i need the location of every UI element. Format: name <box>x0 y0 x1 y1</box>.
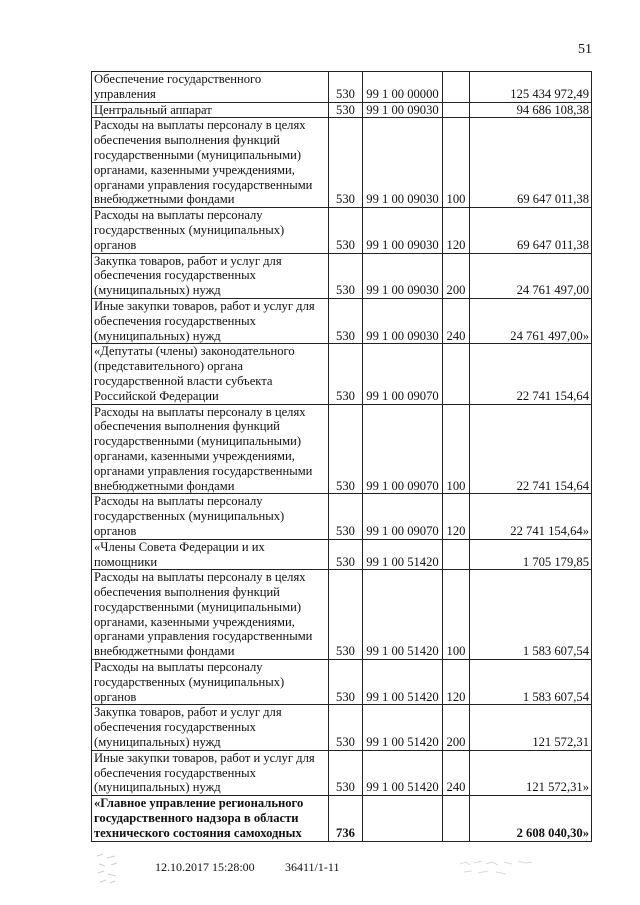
table-row <box>92 796 592 841</box>
row-name-cell: «Депутаты (члены) законодательного (представительного) органа государственной власти субъекта Российской Федерации <box>92 344 329 404</box>
row-name-cell: Иные закупки товаров, работ и услуг для обеспечения государственных (муниципальных) нужд <box>92 750 329 795</box>
row-ved-cell: 530 <box>329 494 363 539</box>
row-vr-cell <box>443 539 470 570</box>
table-row <box>92 404 592 494</box>
row-sum-cell: 22 741 154,64» <box>470 494 592 539</box>
row-vr-cell: 120 <box>443 660 470 705</box>
table-row <box>92 72 592 103</box>
row-ved-cell: 530 <box>329 705 363 750</box>
row-csr-cell: 99 1 00 51420 <box>363 660 443 705</box>
row-csr-cell: 99 1 00 09030 <box>363 298 443 343</box>
row-csr-cell: 99 1 00 09070 <box>363 494 443 539</box>
row-ved-cell: 736 <box>329 796 363 841</box>
row-sum-cell: 1 583 607,54 <box>470 660 592 705</box>
table-row <box>92 570 592 660</box>
row-vr-cell: 200 <box>443 705 470 750</box>
row-ved-cell: 530 <box>329 208 363 253</box>
row-vr-cell: 100 <box>443 404 470 494</box>
row-vr-cell: 120 <box>443 494 470 539</box>
row-sum-cell: 22 741 154,64 <box>470 404 592 494</box>
row-sum-cell: 22 741 154,64 <box>470 344 592 404</box>
table-row <box>92 298 592 343</box>
table-row <box>92 539 592 570</box>
row-sum-cell: 24 761 497,00» <box>470 298 592 343</box>
row-ved-cell: 530 <box>329 539 363 570</box>
row-ved-cell: 530 <box>329 660 363 705</box>
row-csr-cell: 99 1 00 09070 <box>363 344 443 404</box>
row-csr-cell: 99 1 00 51420 <box>363 570 443 660</box>
row-vr-cell: 120 <box>443 208 470 253</box>
row-sum-cell: 2 608 040,30» <box>470 796 592 841</box>
row-sum-cell: 125 434 972,49 <box>470 72 592 103</box>
row-vr-cell: 240 <box>443 750 470 795</box>
row-name-cell: Центральный аппарат <box>92 102 329 118</box>
row-ved-cell: 530 <box>329 344 363 404</box>
row-name-cell: «Члены Совета Федерации и их помощники <box>92 539 329 570</box>
row-name-cell: «Главное управление регионального государственного надзора в области технического состояния самоходных <box>92 796 329 841</box>
row-csr-cell: 99 1 00 00000 <box>363 72 443 103</box>
row-ved-cell: 530 <box>329 298 363 343</box>
footer-doc-code: 36411/1-11 <box>285 860 340 874</box>
row-csr-cell: 99 1 00 09030 <box>363 102 443 118</box>
row-name-cell: Расходы на выплаты персоналу государственных (муниципальных) органов <box>92 494 329 539</box>
row-csr-cell: 99 1 00 09030 <box>363 253 443 298</box>
row-csr-cell: 99 1 00 51420 <box>363 539 443 570</box>
row-vr-cell <box>443 344 470 404</box>
table-row <box>92 253 592 298</box>
row-csr-cell: 99 1 00 51420 <box>363 705 443 750</box>
row-name-cell: Расходы на выплаты персоналу в целях обеспечения выполнения функций государственными (муниципальными) органами, казенными учреждениями, органами управления государственными внебюджетными фондами <box>92 570 329 660</box>
row-name-cell: Расходы на выплаты персоналу государственных (муниципальных) органов <box>92 208 329 253</box>
table-row <box>92 118 592 208</box>
row-sum-cell: 121 572,31» <box>470 750 592 795</box>
row-csr-cell: 99 1 00 09070 <box>363 404 443 494</box>
table-row <box>92 660 592 705</box>
table-row <box>92 750 592 795</box>
row-name-cell: Расходы на выплаты персоналу в целях обеспечения выполнения функций государственными (муниципальными) органами, казенными учреждениями, органами управления государственными внебюджетными фондами <box>92 118 329 208</box>
row-vr-cell <box>443 72 470 103</box>
row-name-cell: Закупка товаров, работ и услуг для обеспечения государственных (муниципальных) нужд <box>92 253 329 298</box>
row-vr-cell <box>443 796 470 841</box>
row-sum-cell: 1 705 179,85 <box>470 539 592 570</box>
row-sum-cell: 69 647 011,38 <box>470 118 592 208</box>
row-ved-cell: 530 <box>329 570 363 660</box>
table-row <box>92 208 592 253</box>
row-vr-cell: 100 <box>443 118 470 208</box>
table-row <box>92 344 592 404</box>
row-sum-cell: 1 583 607,54 <box>470 570 592 660</box>
row-ved-cell: 530 <box>329 102 363 118</box>
row-ved-cell: 530 <box>329 118 363 208</box>
row-vr-cell: 200 <box>443 253 470 298</box>
row-sum-cell: 121 572,31 <box>470 705 592 750</box>
row-name-cell: Закупка товаров, работ и услуг для обеспечения государственных (муниципальных) нужд <box>92 705 329 750</box>
row-csr-cell: 99 1 00 09030 <box>363 118 443 208</box>
row-vr-cell: 100 <box>443 570 470 660</box>
row-sum-cell: 69 647 011,38 <box>470 208 592 253</box>
budget-table <box>91 71 592 842</box>
faint-stamp-mark <box>93 850 121 888</box>
table-row <box>92 705 592 750</box>
table-row <box>92 494 592 539</box>
budget-table-body <box>92 72 592 842</box>
row-name-cell: Расходы на выплаты персоналу в целях обеспечения выполнения функций государственными (муниципальными) органами, казенными учреждениями, органами управления государственными внебюджетными фондами <box>92 404 329 494</box>
page-number: 51 <box>578 42 592 57</box>
row-sum-cell: 24 761 497,00 <box>470 253 592 298</box>
row-name-cell: Расходы на выплаты персоналу государственных (муниципальных) органов <box>92 660 329 705</box>
row-csr-cell: 99 1 00 09030 <box>363 208 443 253</box>
row-name-cell: Обеспечение государственного управления <box>92 72 329 103</box>
row-csr-cell: 99 1 00 51420 <box>363 750 443 795</box>
footer-datetime: 12.10.2017 15:28:00 <box>155 860 255 874</box>
row-csr-cell <box>363 796 443 841</box>
row-vr-cell <box>443 102 470 118</box>
row-ved-cell: 530 <box>329 750 363 795</box>
row-vr-cell: 240 <box>443 298 470 343</box>
row-name-cell: Иные закупки товаров, работ и услуг для обеспечения государственных (муниципальных) нужд <box>92 298 329 343</box>
table-row <box>92 102 592 118</box>
faint-signature-mark <box>458 856 538 878</box>
row-ved-cell: 530 <box>329 72 363 103</box>
row-ved-cell: 530 <box>329 404 363 494</box>
row-ved-cell: 530 <box>329 253 363 298</box>
row-sum-cell: 94 686 108,38 <box>470 102 592 118</box>
